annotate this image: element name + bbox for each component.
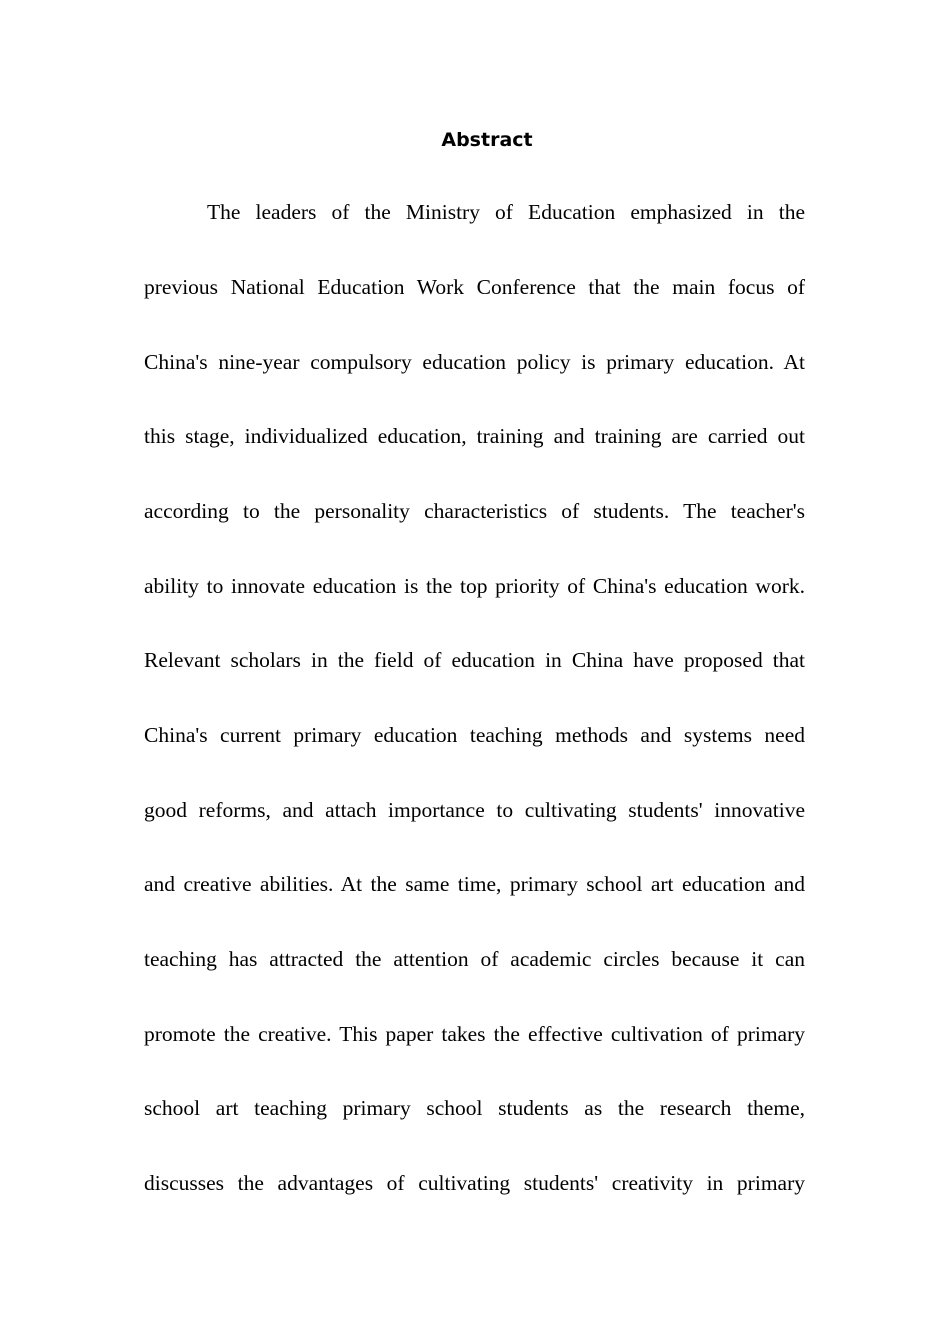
abstract-line-5: according to the personality characteristics of students. The teacher's	[144, 499, 805, 523]
abstract-heading: Abstract	[441, 129, 533, 151]
abstract-line-3: China's nine-year compulsory education policy is primary education. At	[144, 350, 805, 374]
abstract-line-12: promote the creative. This paper takes the effective cultivation of primary	[144, 1022, 805, 1046]
abstract-line-8: China's current primary education teaching methods and systems need	[144, 723, 805, 747]
abstract-line-10: and creative abilities. At the same time, primary school art education and	[144, 872, 805, 896]
abstract-line-4: this stage, individualized education, training and training are carried out	[144, 424, 805, 448]
abstract-line-1: The leaders of the Ministry of Education emphasized in the	[207, 200, 805, 224]
abstract-line-14: discusses the advantages of cultivating students' creativity in primary	[144, 1171, 805, 1195]
abstract-line-6: ability to innovate education is the top priority of China's education work.	[144, 574, 805, 598]
abstract-line-9: good reforms, and attach importance to cultivating students' innovative	[144, 798, 805, 822]
abstract-line-13: school art teaching primary school students as the research theme,	[144, 1096, 805, 1120]
abstract-line-11: teaching has attracted the attention of academic circles because it can	[144, 947, 805, 971]
abstract-line-7: Relevant scholars in the field of education in China have proposed that	[144, 648, 805, 672]
abstract-line-2: previous National Education Work Conference that the main focus of	[144, 275, 805, 299]
